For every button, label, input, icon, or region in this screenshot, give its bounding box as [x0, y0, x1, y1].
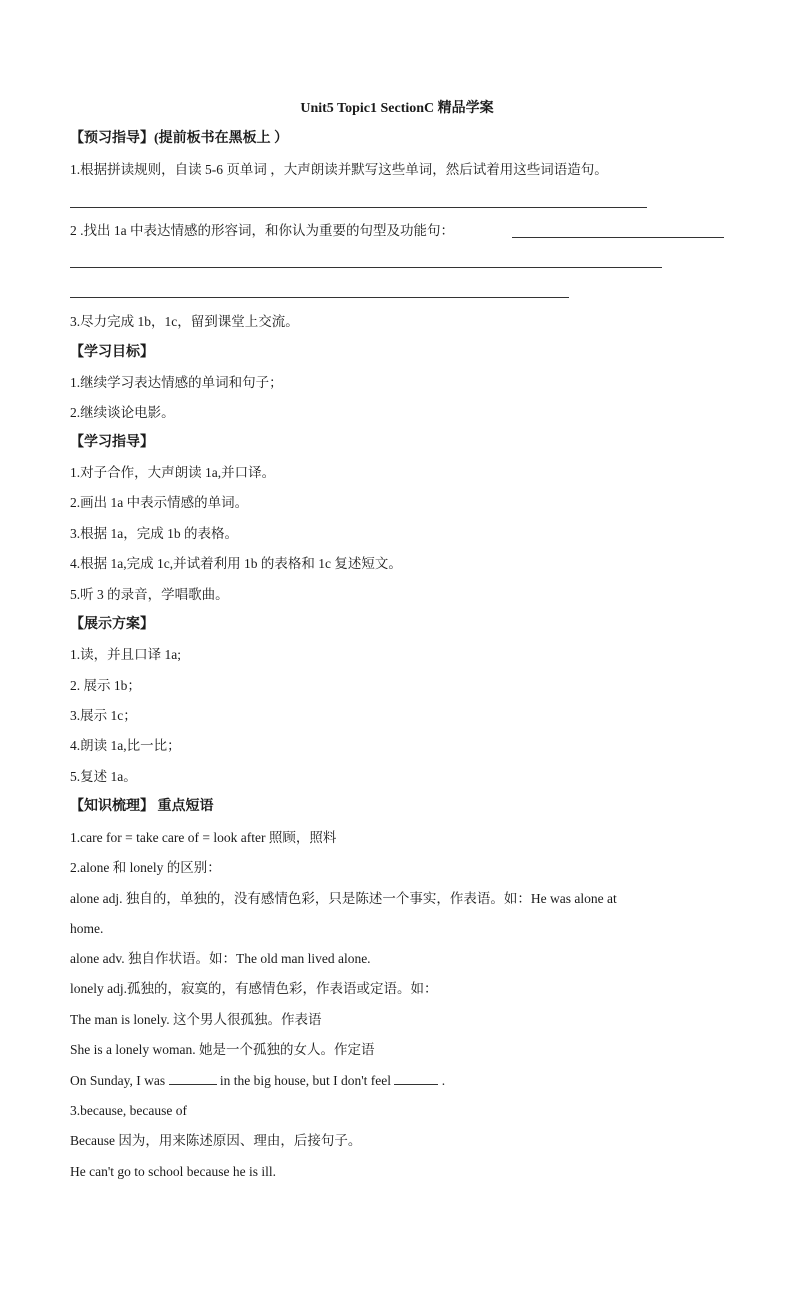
knowledge-line: home. [70, 921, 104, 936]
goal-item: 1.继续学习表达情感的单词和句子； [70, 375, 283, 390]
fill-in-exercise [70, 1072, 445, 1090]
page-title: Unit5 Topic1 SectionC 精品学案 [300, 101, 494, 116]
guidance-heading: 【学习指导】 [70, 435, 154, 450]
display-item: 1.读，并且口译 1a; [70, 647, 181, 662]
display-item: 4.朗读 1a,比一比； [70, 738, 181, 753]
knowledge-line: lonely adj.孤独的，寂寞的，有感情色彩，作表语或定语。如： [70, 981, 438, 996]
answer-blank-2[interactable] [394, 1072, 438, 1085]
knowledge-line: He can't go to school because he is ill. [70, 1164, 277, 1179]
answer-line-2 [512, 237, 724, 238]
knowledge-line: Because 因为，用来陈述原因、理由，后接句子。 [70, 1133, 362, 1148]
display-item: 2. 展示 1b； [70, 678, 141, 693]
answer-line-4 [70, 297, 569, 298]
knowledge-heading: 【知识梳理】 重点短语 [70, 799, 214, 814]
exercise-text-2: in the big house, but I don't feel [219, 1073, 395, 1088]
preview-item-3: 3.尽力完成 1b，1c，留到课堂上交流。 [70, 314, 299, 329]
guidance-item: 4.根据 1a,完成 1c,并试着利用 1b 的表格和 1c 复述短文。 [70, 556, 402, 571]
display-heading: 【展示方案】 [70, 617, 154, 632]
display-item: 3.展示 1c； [70, 708, 137, 723]
answer-line-1 [70, 207, 647, 208]
knowledge-line: She is a lonely woman. 她是一个孤独的女人。作定语 [70, 1042, 375, 1057]
answer-line-3 [70, 267, 662, 268]
guidance-item: 2.画出 1a 中表示情感的单词。 [70, 495, 249, 510]
preview-heading: 【预习指导】(提前板书在黑板上 ） [70, 131, 289, 146]
display-item: 5.复述 1a。 [70, 769, 137, 784]
guidance-item: 5.听 3 的录音，学唱歌曲。 [70, 587, 229, 602]
exercise-text-1: On Sunday, I was [70, 1073, 169, 1088]
knowledge-line: 3.because, because of [70, 1103, 187, 1118]
exercise-text-3: . [441, 1073, 446, 1088]
preview-item-2: 2 .找出 1a 中表达情感的形容词，和你认为重要的句型及功能句： [70, 223, 454, 238]
knowledge-line: 1.care for = take care of = look after 照顾，照料 [70, 830, 337, 845]
knowledge-line: 2.alone 和 lonely 的区别： [70, 860, 221, 875]
knowledge-line: The man is lonely. 这个男人很孤独。作表语 [70, 1012, 322, 1027]
knowledge-line: alone adj. 独自的，单独的，没有感情色彩，只是陈述一个事实，作表语。如：He was alone at [70, 891, 617, 906]
goals-heading: 【学习目标】 [70, 345, 154, 360]
guidance-item: 3.根据 1a，完成 1b 的表格。 [70, 526, 238, 541]
goal-item: 2.继续谈论电影。 [70, 405, 175, 420]
preview-item-1: 1.根据拼读规则，自读 5-6 页单词 ，大声朗读并默写这些单词，然后试着用这些词语造句。 [70, 162, 608, 177]
answer-blank-1[interactable] [169, 1072, 217, 1085]
guidance-item: 1.对子合作，大声朗读 1a,并口译。 [70, 465, 276, 480]
knowledge-line: alone adv. 独自作状语。如：The old man lived alone. [70, 951, 371, 966]
